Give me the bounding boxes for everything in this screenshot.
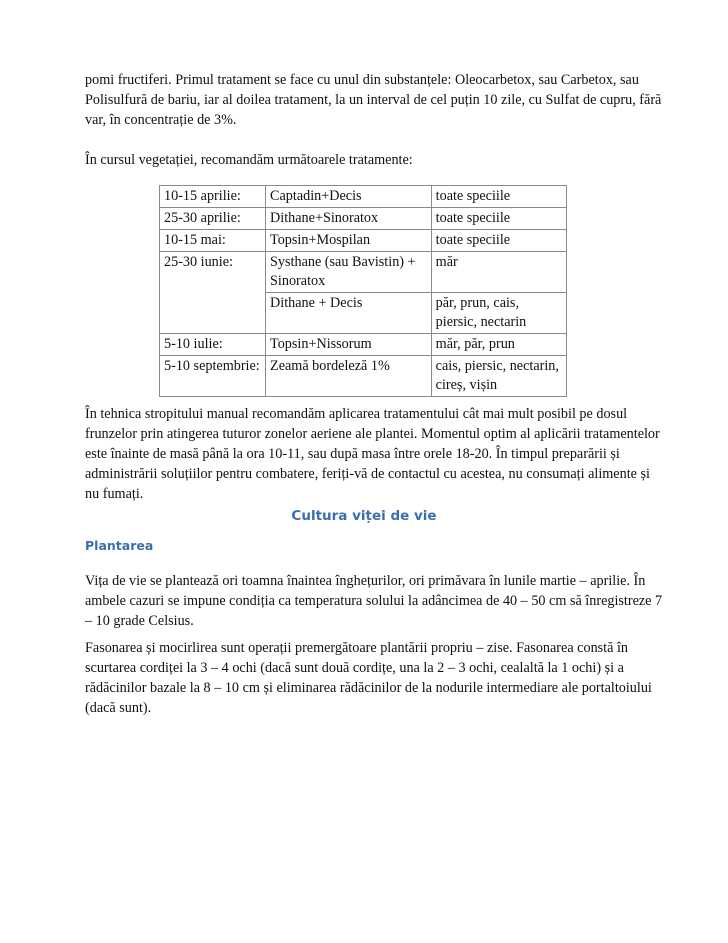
species-cell: toate speciile [431, 208, 566, 230]
species-cell: toate speciile [431, 186, 566, 208]
table-row [160, 186, 567, 208]
product-cell: Topsin+Nissorum [266, 334, 432, 356]
table-row [160, 230, 567, 252]
period-cell: 25-30 aprilie: [160, 208, 266, 230]
species-cell: măr, păr, prun [431, 334, 566, 356]
table-row [160, 252, 567, 293]
table-row [160, 293, 567, 334]
product-cell: Systhane (sau Bavistin) + Sinoratox [266, 252, 432, 293]
planting-paragraph: Vița de vie se plantează ori toamna înaintea înghețurilor, ori primăvara în lunile martie – aprilie. În ambele cazuri se impune condiția ca temperatura solului la adâncimea de 40 – 50 cm să înregistreze 7 – 10 grade Celsius. [85, 573, 663, 629]
product-cell: Topsin+Mospilan [266, 230, 432, 252]
preparation-paragraph: Fasonarea și mocirlirea sunt operații premergătoare plantării propriu – zise. Fasonarea constă în scurtarea cordiței la 3 – 4 ochi (dacă sunt două cordițe, una la 2 – 3 ochi, cealaltă la 1 ochi) și a rădăcinilor bazale la 8 – 10 cm și eliminarea rădăcinilor de la nodurile intermediare ale portaltoiului (dacă sunt). [85, 640, 652, 716]
product-cell: Dithane + Decis [266, 293, 432, 334]
section-heading: Cultura viței de vie [291, 508, 437, 524]
treatments-intro: În cursul vegetației, recomandăm următoarele tratamente: [85, 152, 413, 168]
intro-paragraph: pomi fructiferi. Primul tratament se face cu unul din substanțele: Oleocarbetox, sau Carbetox, sau Polisulfură de bariu, iar al doilea tratament, la un interval de cel puțin 10 zile, cu Sulfat de cupru, fără var, în concentrație de 3%. [85, 72, 662, 128]
period-cell: 10-15 aprilie: [160, 186, 266, 208]
period-cell: 5-10 septembrie: [160, 356, 266, 397]
table-row [160, 356, 567, 397]
period-cell [160, 293, 266, 334]
species-cell: cais, piersic, nectarin, cireș, vișin [431, 356, 566, 397]
treatments-table [159, 185, 567, 397]
period-cell: 10-15 mai: [160, 230, 266, 252]
product-cell: Captadin+Decis [266, 186, 432, 208]
period-cell: 5-10 iulie: [160, 334, 266, 356]
species-cell: toate speciile [431, 230, 566, 252]
species-cell: păr, prun, cais, piersic, nectarin [431, 293, 566, 334]
table-row [160, 208, 567, 230]
subsection-heading: Plantarea [85, 538, 154, 553]
table-row [160, 334, 567, 356]
product-cell: Zeamă bordeleză 1% [266, 356, 432, 397]
period-cell: 25-30 iunie: [160, 252, 266, 293]
species-cell: măr [431, 252, 566, 293]
spraying-paragraph: În tehnica stropitului manual recomandăm aplicarea tratamentului cât mai mult posibil pe dosul frunzelor prin atingerea tuturor zonelor aeriene ale plantei. Momentul optim al aplicării tratamentelor este înainte de masă până la ora 10-11, sau după masa între orele 18-20. În timpul preparării și administrării soluțiilor pentru combatere, feriți-vă de contactul cu acestea, nu consumați alimente și nu fumați. [85, 406, 660, 502]
product-cell: Dithane+Sinoratox [266, 208, 432, 230]
